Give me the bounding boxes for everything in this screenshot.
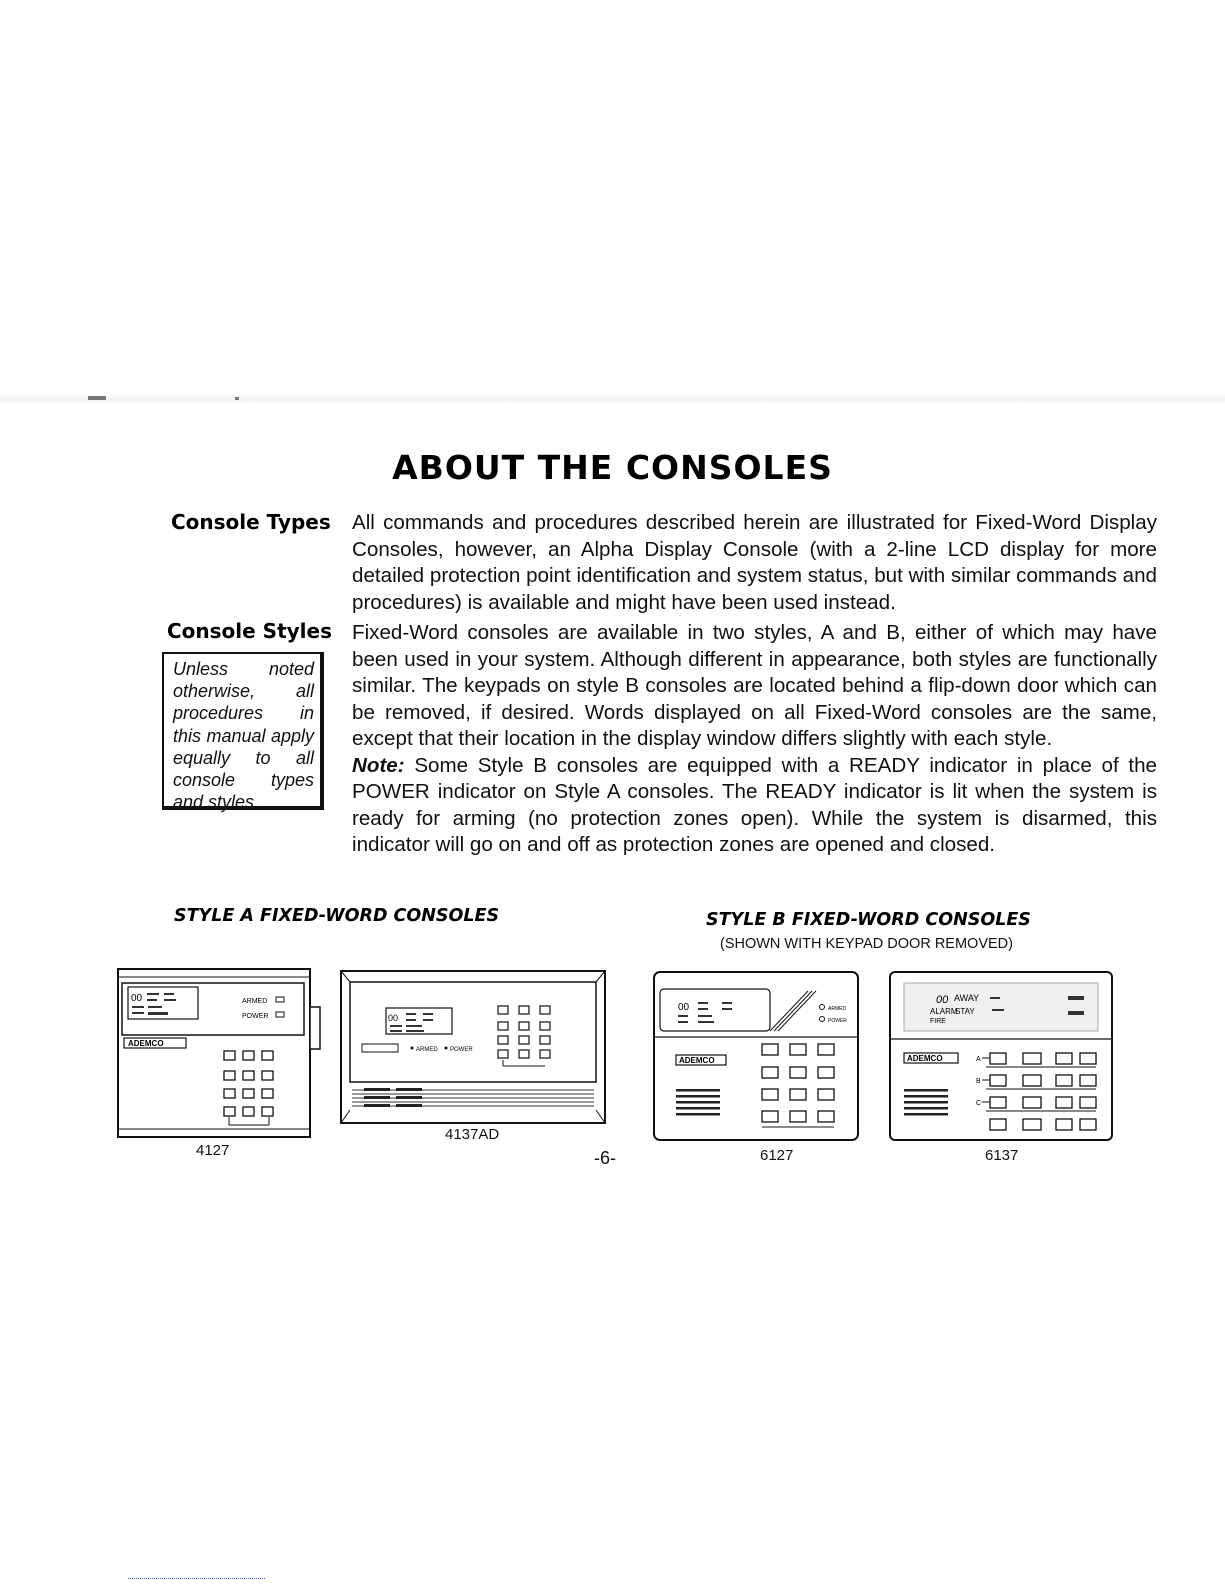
console-styles-text: Fixed-Word consoles are available in two styles, A and B, either of which may have been used in your system. Although different in appearance, both styles are functionally similar. The keypads on style B consoles are located behind a flip-down door which can be removed, if desired. Words displayed on all Fixed-Word consoles are the same, except that their location in the display window differs slightly with each style. bbox=[352, 621, 1157, 750]
armed-label: ARMED bbox=[416, 1047, 438, 1053]
console-4127-figure bbox=[114, 965, 324, 1145]
stay-label: STAY bbox=[955, 1007, 975, 1016]
console-types-text: All commands and procedures described herein are illustrated for Fixed-Word Display Consoles, however, an Alpha Display Console (with a 2-line LCD display for more detailed protection point identification and system status, but with similar commands and procedures) is available and might have been used instead. bbox=[352, 511, 1157, 614]
page-number: -6- bbox=[594, 1148, 616, 1168]
style-b-subcaption: (SHOWN WITH KEYPAD DOOR REMOVED) bbox=[720, 936, 1013, 952]
console-6137-figure bbox=[888, 969, 1118, 1144]
alarm-label: ALARM bbox=[930, 1007, 958, 1016]
style-b-caption: STYLE B FIXED-WORD CONSOLES bbox=[706, 910, 1031, 930]
sidebar-note: Unless noted otherwise, all procedures in this manual apply equally to all console types and styles. bbox=[162, 652, 324, 810]
model-label-6127: 6127 bbox=[760, 1147, 794, 1164]
console-4137ad-figure bbox=[338, 968, 610, 1128]
power-label: POWER bbox=[242, 1013, 269, 1020]
model-label-4127: 4127 bbox=[196, 1142, 230, 1159]
row-label-a: A bbox=[976, 1056, 981, 1063]
power-label: POWER bbox=[450, 1047, 473, 1053]
note-text: Some Style B consoles are equipped with a READY indicator in place of the POWER indicator on Style A consoles. The READY indicator is lit when the system is ready for arming (no protection zones open). While the system is disarmed, this indicator will go on and off as protection zones are opened and closed. bbox=[352, 753, 1157, 856]
console-types-paragraph bbox=[352, 510, 1157, 616]
console-types-heading: Console Types bbox=[171, 510, 331, 534]
note-label: Note: bbox=[352, 753, 405, 777]
display-digits: 00 bbox=[678, 1002, 690, 1013]
brand-label: ADEMCO bbox=[679, 1056, 715, 1065]
page-title: ABOUT THE CONSOLES bbox=[392, 448, 833, 487]
model-label-6137: 6137 bbox=[985, 1147, 1019, 1164]
display-digits: 00 bbox=[131, 993, 143, 1004]
brand-label: ADEMCO bbox=[907, 1054, 943, 1063]
scan-speck bbox=[88, 396, 106, 400]
console-6127-figure bbox=[652, 969, 862, 1144]
row-label-c: C bbox=[976, 1100, 982, 1107]
power-label: POWER bbox=[828, 1018, 847, 1024]
display-digits: 00 bbox=[936, 994, 949, 1006]
blank-upper-area bbox=[0, 0, 1225, 395]
away-label: AWAY bbox=[954, 993, 980, 1003]
fire-label: FIRE bbox=[930, 1018, 946, 1025]
console-styles-paragraph bbox=[352, 620, 1157, 859]
scan-edge-band bbox=[0, 392, 1225, 404]
console-styles-heading: Console Styles bbox=[167, 619, 333, 643]
row-label-b: B bbox=[976, 1078, 981, 1085]
armed-label: ARMED bbox=[828, 1006, 847, 1012]
bottom-dotted-line bbox=[128, 1578, 265, 1580]
scan-speck bbox=[235, 397, 239, 400]
console-styles-note bbox=[352, 753, 1157, 859]
brand-label: ADEMCO bbox=[128, 1039, 164, 1048]
style-a-caption: STYLE A FIXED-WORD CONSOLES bbox=[174, 906, 500, 926]
display-digits: 00 bbox=[388, 1013, 399, 1023]
armed-label: ARMED bbox=[242, 998, 268, 1005]
model-label-4137ad: 4137AD bbox=[445, 1126, 500, 1143]
